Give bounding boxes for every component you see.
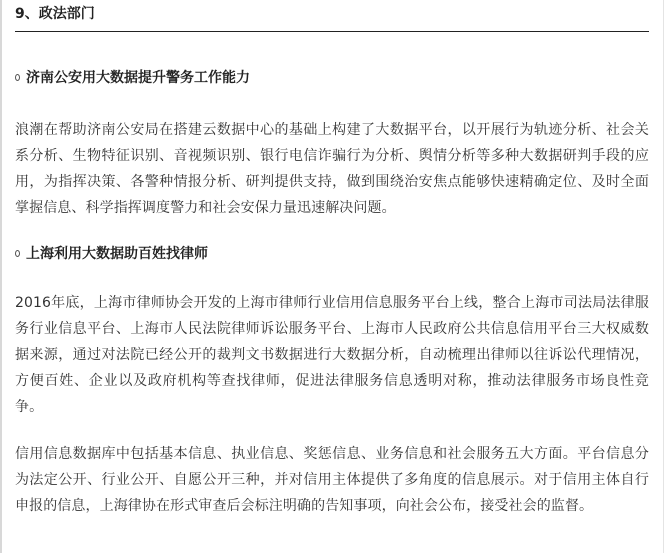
paragraph-credit-database: 信用信息数据库中包括基本信息、执业信息、奖惩信息、业务信息和社会服务五大方面。平台信息分为法定公开、行业公开、自愿公开三种，并对信用主体提供了多角度的信息展示。对于信用主体自行申报的信息，上海律协在形式审查后会标注明确的告知事项，向社会公布，接受社会的监督。 (15, 446, 649, 514)
item-heading-text: 上海利用大数据助百姓找律师 (26, 246, 208, 262)
item-heading-shanghai-lawyers (15, 244, 208, 264)
item-heading-text: 济南公安用大数据提升警务工作能力 (26, 70, 250, 86)
left-border (0, 0, 2, 553)
item-heading-jinan-police (15, 68, 250, 88)
circle-bullet-icon (15, 250, 20, 257)
section-title: 9、政法部门 (15, 5, 649, 32)
circle-bullet-icon (15, 74, 20, 81)
paragraph-jinan-police: 浪潮在帮助济南公安局在搭建云数据中心的基础上构建了大数据平台，以开展行为轨迹分析、社会关系分析、生物特征识别、音视频识别、银行电信诈骗行为分析、舆情分析等多种大数据研判手段的应用，为指挥决策、各警种情报分析、研判提供支持，做到围绕治安焦点能够快速精确定位、及时全面掌握信息、科学指挥调度警力和社会安保力量迅速解决问题。 (15, 122, 649, 216)
paragraph-shanghai-platform: 2016年底，上海市律师协会开发的上海市律师行业信用信息服务平台上线，整合上海市司法局法律服务行业信息平台、上海市人民法院律师诉讼服务平台、上海市人民政府公共信息信用平台三大权威数据来源，通过对法院已经公开的裁判文书数据进行大数据分析，自动梳理出律师以往诉讼代理情况，方便百姓、企业以及政府机构等查找律师，促进法律服务信息透明对称，推动法律服务市场良性竞争。 (15, 295, 649, 415)
